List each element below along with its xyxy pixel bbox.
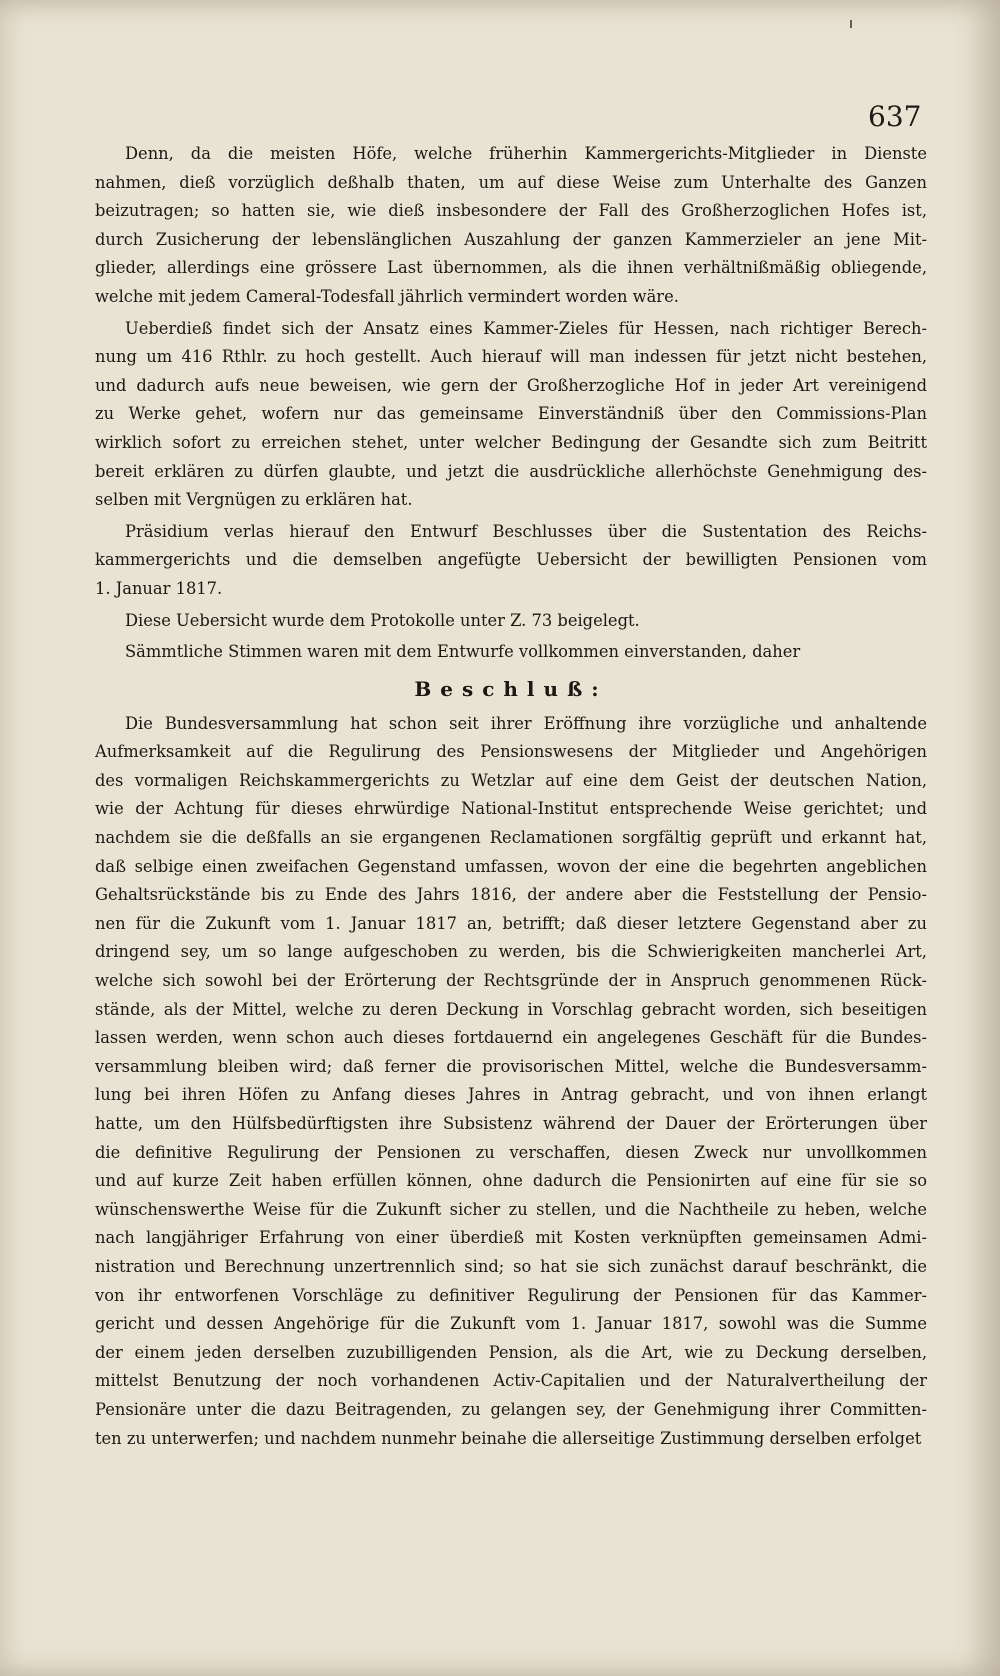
text-line: glieder, allerdings eine grössere Last übernommen, als die ihnen verhältnißmäßig obliegende, [95, 258, 927, 278]
text-line: Aufmerksamkeit auf die Regulirung des Pensionswesens der Mitglieder und Angehörigen [95, 742, 927, 762]
text-line: welche mit jedem Cameral-Todesfall jährlich vermindert worden wäre. [95, 286, 679, 306]
text-line: stände, als der Mittel, welche zu deren Deckung in Vorschlag gebracht worden, sich beseitigen [95, 999, 927, 1019]
text-line: wirklich sofort zu erreichen stehet, unter welcher Bedingung der Gesandte sich zum Beitritt [95, 432, 927, 452]
text-line: Diese Uebersicht wurde dem Protokolle unter Z. 73 beigelegt. [125, 610, 640, 630]
text-line: und auf kurze Zeit haben erfüllen können, ohne dadurch die Pensionirten auf eine für sie so [95, 1171, 927, 1191]
paragraph [95, 607, 927, 636]
text-line: durch Zusicherung der lebenslänglichen Auszahlung der ganzen Kammerzieler an jene Mit- [95, 229, 927, 249]
text-line: Gehaltsrückstände bis zu Ende des Jahrs 1816, der andere aber die Feststellung der Pensio- [95, 885, 927, 905]
text-line: wünschenswerthe Weise für die Zukunft sicher zu stellen, und die Nachtheile zu heben, welche [95, 1199, 927, 1219]
text-line: dringend sey, um so lange aufgeschoben zu werden, bis die Schwierigkeiten mancherlei Art, [95, 942, 927, 962]
text-line: Sämmtliche Stimmen waren mit dem Entwurfe vollkommen einverstanden, daher [125, 642, 801, 662]
text-line: mittelst Benutzung der noch vorhandenen Activ-Capitalien und der Naturalvertheilung der [95, 1371, 927, 1391]
text-line: hatte, um den Hülfsbedürftigsten ihre Subsistenz während der Dauer der Erörterungen über [95, 1114, 927, 1133]
text-line: selben mit Vergnügen zu erklären hat. [95, 490, 413, 510]
text-line: kammergerichts und die demselben angefügte Uebersicht der bewilligten Pensionen vom [95, 550, 927, 570]
text-line: bereit erklären zu dürfen glaubte, und jetzt die ausdrückliche allerhöchste Genehmigung des- [95, 461, 927, 481]
text-line: zu Werke gehet, wofern nur das gemeinsame Einverständniß über den Commissions-Plan [95, 404, 927, 424]
text-line: nachdem sie die deßfalls an sie ergangenen Reclamationen sorgfältig geprüft und erkannt hat, [95, 828, 927, 848]
text-line: nahmen, dieß vorzüglich deßhalb thaten, um auf diese Weise zum Unterhalte des Ganzen [95, 172, 927, 192]
text-line: des vormaligen Reichskammergerichts zu Wetzlar auf eine dem Geist der deutschen Nation, [95, 770, 927, 790]
text-line: lassen werden, wenn schon auch dieses fortdauernd ein angelegenes Geschäft für die Bundes- [95, 1028, 927, 1048]
text-line: wie der Achtung für dieses ehrwürdige National-Institut entsprechende Weise gerichtet; und [95, 799, 927, 819]
text-line: Pensionäre unter die dazu Beitragenden, zu gelangen sey, der Genehmigung ihrer Committen- [95, 1399, 927, 1419]
paragraph [95, 710, 927, 1453]
text-line: gericht und dessen Angehörige für die Zukunft vom 1. Januar 1817, sowohl was die Summe [95, 1314, 927, 1334]
text-line: nung um 416 Rthlr. zu hoch gestellt. Auch hierauf will man indessen für jetzt nicht bestehen, [95, 347, 927, 367]
text-line: ten zu unterwerfen; und nachdem nunmehr beinahe die allerseitige Zustimmung derselben erfolget [95, 1428, 922, 1448]
text-line: der einem jeden derselben zuzubilligenden Pension, als die Art, wie zu Deckung derselben, [95, 1342, 927, 1362]
text-line: daß selbige einen zweifachen Gegenstand umfassen, wovon der eine die begehrten angeblichen [95, 856, 927, 876]
text-line: von ihr entworfenen Vorschläge zu definitiver Regulirung der Pensionen für das Kammer- [95, 1285, 927, 1305]
text-line: beizutragen; so hatten sie, wie dieß insbesondere der Fall des Großherzoglichen Hofes ist, [95, 201, 927, 221]
text-line: welche sich sowohl bei der Erörterung der Rechtsgründe der in Anspruch genommenen Rück- [95, 971, 927, 991]
protocol-paragraphs [95, 140, 927, 670]
resolution-heading: Beschluß: [414, 676, 608, 701]
body-text [95, 140, 927, 1453]
page-number: 637 [868, 100, 922, 133]
text-line: lung bei ihren Höfen zu Anfang dieses Jahres in Antrag gebracht, und von ihnen erlangt [95, 1085, 927, 1105]
paragraph [95, 140, 927, 312]
text-line: 1. Januar 1817. [95, 578, 223, 598]
text-line: Die Bundesversammlung hat schon seit ihrer Eröffnung ihre vorzügliche und anhaltende [125, 713, 927, 733]
paragraph-gap [95, 667, 927, 670]
text-line: Denn, da die meisten Höfe, welche früherhin Kammergerichts-Mitglieder in Dienste [125, 144, 927, 163]
text-line: Ueberdieß findet sich der Ansatz eines Kammer-Zieles für Hessen, nach richtiger Berech- [125, 318, 927, 338]
paragraph [95, 638, 927, 667]
margin-mark [850, 20, 852, 28]
text-line: und dadurch aufs neue beweisen, wie gern der Großherzogliche Hof in jeder Art vereinigend [95, 375, 927, 395]
text-line: nach langjähriger Erfahrung von einer überdieß mit Kosten verknüpften gemeinsamen Admi- [95, 1228, 927, 1248]
text-line: die definitive Regulirung der Pensionen zu verschaffen, diesen Zweck nur unvollkommen [95, 1142, 927, 1162]
resolution-paragraph [95, 710, 927, 1453]
paragraph [95, 518, 927, 604]
paragraph [95, 315, 927, 515]
text-line: nistration und Berechnung unzertrennlich sind; so hat sie sich zunächst darauf beschränkt, die [95, 1256, 927, 1276]
text-line: versammlung bleiben wird; daß ferner die provisorischen Mittel, welche die Bundesversamm- [95, 1056, 927, 1076]
text-line: Präsidium verlas hierauf den Entwurf Beschlusses über die Sustentation des Reichs- [125, 521, 927, 541]
text-line: nen für die Zukunft vom 1. Januar 1817 an, betrifft; daß dieser letztere Gegenstand aber zu [95, 913, 927, 933]
